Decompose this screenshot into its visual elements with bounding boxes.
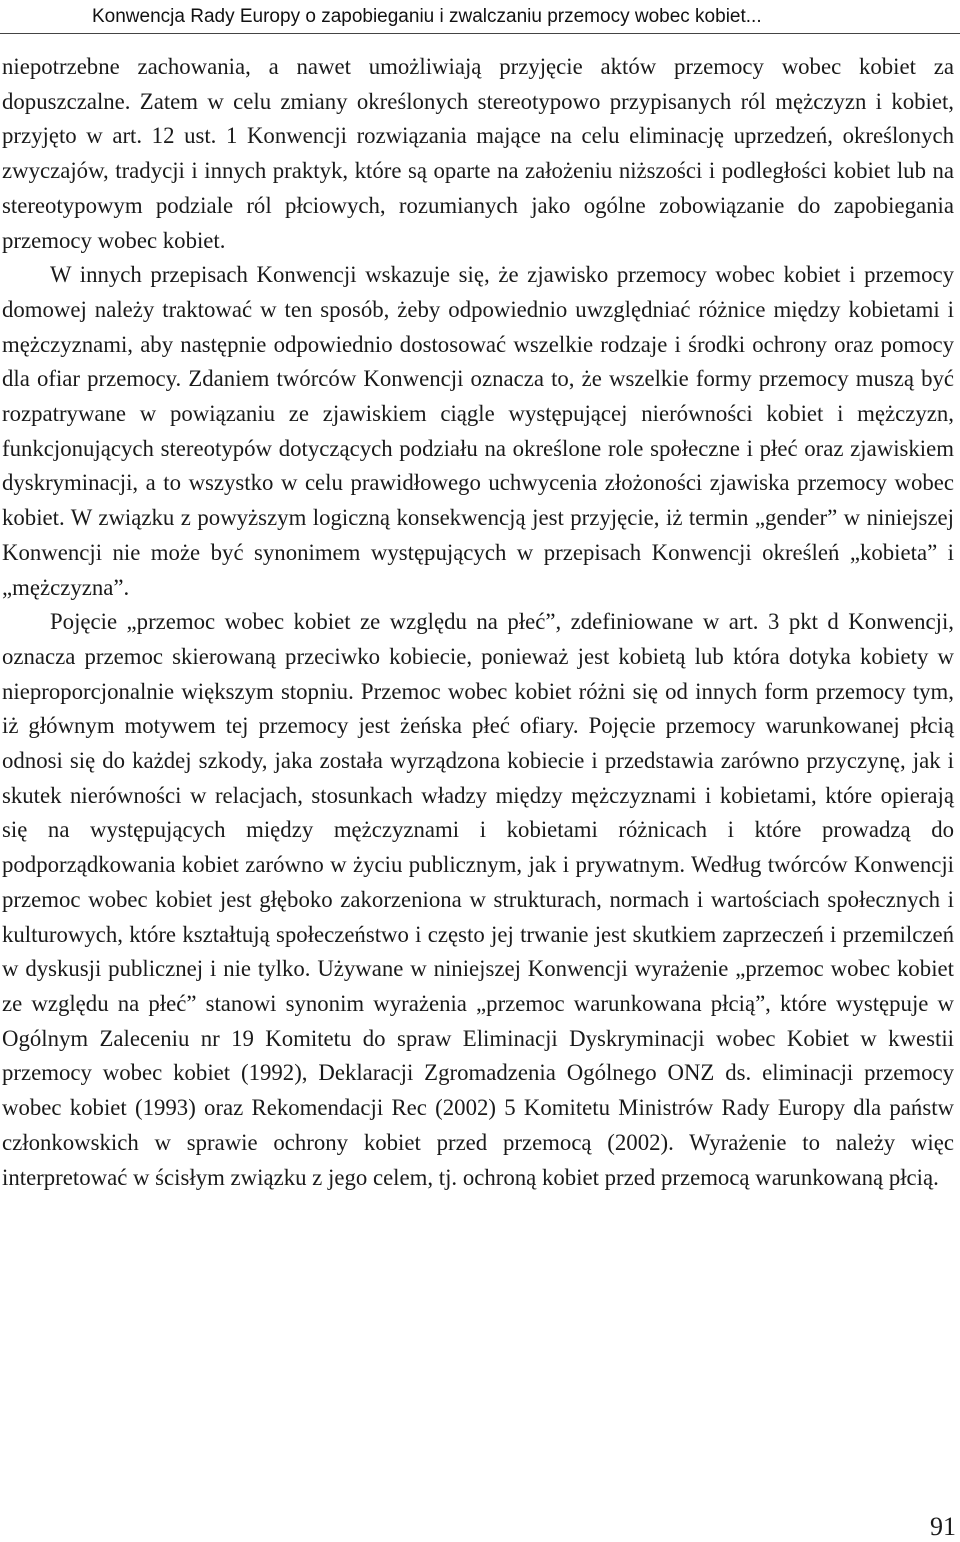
- paragraph-continuation: niepotrzebne zachowania, a nawet umożliwiają przyjęcie aktów przemocy wobec kobiet za dopuszczalne. Zatem w celu zmiany określonych stereotypowo przypisanych ról mężczyzn i kobiet, przyjęto w art. 12 ust. 1 Konwencji rozwiązania mające na celu eliminację uprzedzeń, określonych zwyczajów, tradycji i innych praktyk, które są oparte na założeniu niższości i podległości kobiet lub na stereotypowym podziale ról płciowych, rozumianych jako ogólne zobowiązanie do zapobiegania przemocy wobec kobiet.: [2, 54, 954, 253]
- page-body: [2, 50, 954, 1195]
- running-header: Konwencja Rady Europy o zapobieganiu i zwalczaniu przemocy wobec kobiet...: [0, 0, 960, 34]
- paragraph: Pojęcie „przemoc wobec kobiet ze względu na płeć”, zdefiniowane w art. 3 pkt d Konwencji, oznacza przemoc skierowaną przeciwko kobiecie, ponieważ jest kobietą lub która dotyka kobiety w nieproporcjonalnie większym stopniu. Przemoc wobec kobiet różni się od innych form przemocy tym, iż głównym motywem tej przemocy jest żeńska płeć ofiary. Pojęcie przemocy warunkowanej płcią odnosi się do każdej szkody, jaka została wyrządzona kobiecie i przedstawia zarówno przyczynę, jak i skutek nierówności w relacjach, stosunkach władzy między mężczyznami i kobietami, które opierają się na występujących między mężczyznami i kobietami różnicach i które prowadzą do podporządkowania kobiet zarówno w życiu publicznym, jak i prywatnym. Według twórców Konwencji przemoc wobec kobiet jest głęboko zakorzeniona w strukturach, normach i wartościach społecznych i kulturowych, które kształtują społeczeństwo i często jej trwanie jest skutkiem zaprzeczeń i przemilczeń w dyskusji publicznej i nie tylko. Używane w niniejszej Konwencji wyrażenie „przemoc wobec kobiet ze względu na płeć” stanowi synonim wyrażenia „przemoc warunkowana płcią”, które występuje w Ogólnym Zaleceniu nr 19 Komitetu do spraw Eliminacji Dyskryminacji wobec Kobiet w kwestii przemocy wobec kobiet (1992), Deklaracji Zgromadzenia Ogólnego ONZ ds. eliminacji przemocy wobec kobiet (1993) oraz Rekomendacji Rec (2002) 5 Komitetu Ministrów Rady Europy dla państw członkowskich w sprawie ochrony kobiet przed przemocą (2002). Wyrażenie to należy więc interpretować w ścisłym związku z jego celem, tj. ochroną kobiet przed przemocą warunkowaną płcią.: [2, 609, 954, 1190]
- paragraph: W innych przepisach Konwencji wskazuje się, że zjawisko przemocy wobec kobiet i przemocy domowej należy traktować w ten sposób, żeby odpowiednio uwzględniać różnice między kobietami i mężczyznami, aby następnie odpowiednio dostosować wszelkie rodzaje i środki ochrony oraz pomocy dla ofiar przemocy. Zdaniem twórców Konwencji oznacza to, że wszelkie formy przemocy muszą być rozpatrywane w powiązaniu ze zjawiskiem ciągle występującej nierówności kobiet i mężczyzn, funkcjonujących stereotypów dotyczących podziału na określone role społeczne i płeć oraz zjawiskiem dyskryminacji, a to wszystko w celu prawidłowego uchwycenia złożoności zjawiska przemocy wobec kobiet. W związku z powyższym logiczną konsekwencją jest przyjęcie, iż termin „gender” w niniejszej Konwencji nie może być synonimem występujących w przepisach Konwencji określeń „kobieta” i „mężczyzna”.: [2, 262, 954, 600]
- page-number: 91: [930, 1512, 956, 1541]
